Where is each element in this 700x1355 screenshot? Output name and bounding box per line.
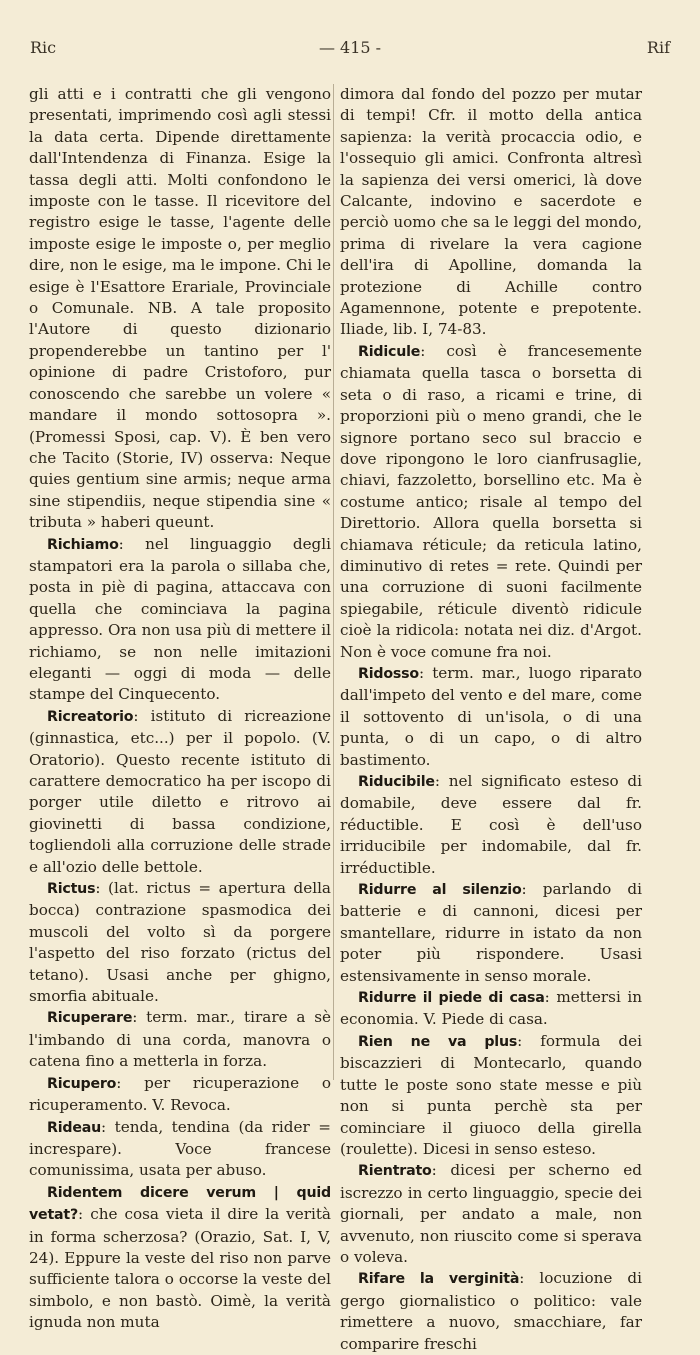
entry-definition: : formula dei biscazzieri di Montecarlo, quando tutte le poste sono state messe e più non si punta perchè sta per cominciare il giuoco della girella (roulette). Dicesi in senso esteso.: [340, 1031, 642, 1158]
entry-headword: Richiamo: [47, 536, 119, 553]
entry-headword: Ridurre il piede di casa: [358, 990, 545, 1007]
entry-headword: Rien ne va plus: [358, 1033, 518, 1050]
entry-definition: : dicesi per scherno ed iscrezzo in certo linguaggio, specie dei giornali, per andato a male, non avvenuto, non riuscito come si sperava o voleva.: [340, 1161, 642, 1266]
page-header: [30, 30, 670, 60]
dictionary-entry: [29, 1117, 331, 1182]
dictionary-entry: [340, 771, 642, 879]
dictionary-entry: [340, 879, 642, 987]
entry-headword: Ridicule: [358, 343, 421, 360]
dictionary-entry: [29, 1073, 331, 1117]
dictionary-entry: [340, 1160, 642, 1268]
entry-headword: Riducibile: [358, 774, 435, 790]
dictionary-entry: [29, 1182, 331, 1334]
dictionary-entry: [29, 706, 331, 878]
entry-definition: : nel significato esteso di domabile, deve essere dal fr. réductible. E così è dell'uso irriducibile per indomabile, dal fr. irréductible.: [340, 772, 642, 877]
column-divider: [333, 84, 334, 1080]
entry-definition: : term. mar., luogo riparato dall'impeto del vento e del mare, come il sottovento di un'isola, o di una punta, o di un capo, o di altro bastimento.: [340, 663, 642, 769]
dictionary-entry-continued: gli atti e i contratti che gli vengono presentati, imprimendo così agli stessi la data certa. Dipende direttamente dall'Intendenza di Finanza. Esige la tassa degli atti. Molti confondono le imposte con le tasse. Il ricevitore del registro esige le tasse, l'agente delle imposte esige le imposte o, per meglio dire, non le esige, ma le impone. Chi le esige è l'Esattore Erariale, Provinciale o Comunale. NB. A tale proposito l'Autore di questo dizionario propenderebbe un tantino per l' opinione di padre Cristoforo, pur conoscendo che sarebbe un volere « mandare il mondo sottosopra ». (Promessi Sposi, cap. V). È ben vero che Tacito (Storie, IV) osserva: Neque quies gentium sine armis; neque arma sine stipendiis, neque stipendia sine « tributa » haberi queunt.: [29, 85, 331, 532]
entry-definition: : nel linguaggio degli stampatori era la parola o sillaba che, posta in piè di pagina, attaccava con quella che cominciava la pagina appresso. Ora non usa più di mettere il richiamo, se non nelle imitazioni eleganti — oggi di moda — delle stampe del Cinquecento.: [29, 534, 331, 704]
entry-headword: Rideau: [47, 1119, 102, 1136]
entry-headword: Ridosso: [358, 665, 419, 682]
entry-definition: : term. mar., tirare a sè l'imbando di una corda, manovra o catena fino a metterla in forza.: [29, 1008, 331, 1071]
left-column: [29, 84, 331, 1334]
entry-definition: : per ricuperazione o ricuperamento. V. Revoca.: [29, 1073, 331, 1115]
header-right-guideword: Rif: [646, 38, 670, 57]
dictionary-entry: [340, 341, 642, 663]
dictionary-entry: [29, 1007, 331, 1072]
entry-headword: Rictus: [47, 881, 96, 898]
entry-definition: : che cosa vieta il dire la verità in forma scherzosa? (Orazio, Sat. I, V, 24). Eppure la veste del riso non parve sufficiente talora o occorse la veste del simbolo, e non bastò. Oimè, la verità ignuda non muta: [29, 1205, 331, 1332]
entry-headword: Ridentem dicere verum | quid vetat?: [29, 1184, 331, 1224]
dictionary-entry: [29, 534, 331, 706]
entry-definition: : mettersi in economia. V. Piede di casa.: [340, 988, 642, 1029]
entry-headword: Ridurre al silenzio: [358, 882, 522, 899]
dictionary-entry: [29, 878, 331, 1007]
right-column: [340, 84, 642, 1355]
dictionary-entry-continued: dimora dal fondo del pozzo per mutar di tempi! Cfr. il motto della antica sapienza: la verità procaccia odio, e l'ossequio gli amici. Confronta altresì la sapienza dei versi omerici, là dove Calcante, indovino e sacerdote e perciò uomo che sa le leggi del mondo, prima di rivelare la vera cagione dell'ira di Apolline, domanda la protezione di Achille contro Agamennone, potente e prepotente. Iliade, lib. I, 74-83.: [340, 85, 642, 339]
entry-definition: : così è francesemente chiamata quella tasca o borsetta di seta o di raso, a ricami e trine, di proporzioni più o meno grandi, che le signore portano seco sul braccio e dove ripongono le loro cianfrusaglie, chiavi, fazzoletto, borsellino etc. Ma è costume antico; risale al tempo del Direttorio. Allora quella borsetta si chiamava réticule; da reticula latino, diminutivo di retes = rete. Quindi per una corruzione di suoni facilmente spiegabile, réticule diventò ridicule cioè la ridicola: notata nei diz. d'Argot. Non è voce comune fra noi.: [340, 341, 642, 661]
dictionary-entry: [340, 663, 642, 771]
entry-definition: : parlando di batterie e di cannoni, dicesi per smantellare, ridurre in istato da non poter più rispondere. Usasi estensivamente in senso morale.: [340, 880, 643, 985]
entry-definition: : tenda, tendina (da rider = increspare). Voce francese comunissima, usata per abuso.: [29, 1117, 331, 1180]
entry-headword: Rientrato: [358, 1163, 432, 1180]
entry-definition: : istituto di ricreazione (ginnastica, etc...) per il popolo. (V. Oratorio). Questo recente istituto di carattere democratico ha per iscopo di porger utile diletto e ritrovo ai giovinetti di bassa condizione, togliendoli alla corruzione delle strade e all'ozio delle bettole.: [29, 706, 331, 876]
header-left-guideword: Ric: [30, 38, 57, 57]
dictionary-entry: [340, 1268, 642, 1355]
entry-definition: : locuzione di gergo giornalistico o politico: vale rimettere a nuovo, smacchiare, far comparire freschi: [340, 1269, 642, 1353]
entry-headword: Ricreatorio: [47, 708, 134, 725]
entry-definition: : (lat. rictus = apertura della bocca) contrazione spasmodica dei muscoli del volto sì da porgere l'aspetto del riso forzato (rictus del tetano). Usasi anche per ghigno, smorfia abituale.: [29, 879, 331, 1006]
entry-headword: Ricuperare: [47, 1010, 133, 1027]
entry-headword: Rifare la verginità: [358, 1271, 520, 1288]
page-number: — 415 -: [318, 38, 382, 57]
dictionary-entry: [340, 987, 642, 1031]
dictionary-entry: [340, 1031, 642, 1160]
entry-headword: Ricupero: [47, 1075, 117, 1092]
